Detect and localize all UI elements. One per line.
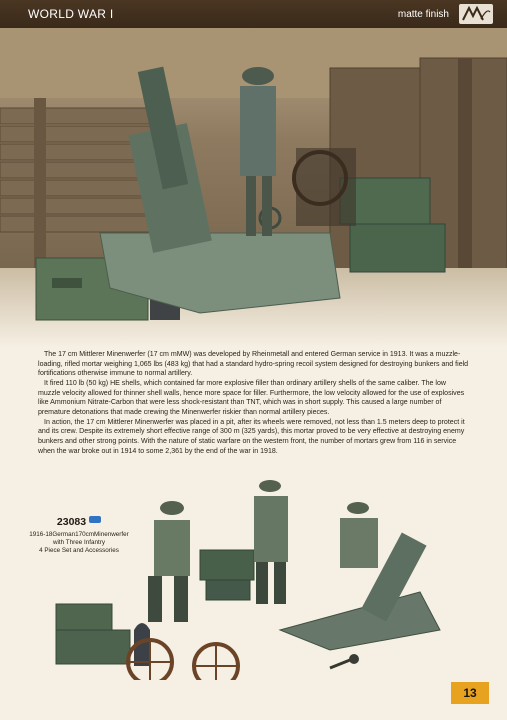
product-info	[14, 512, 144, 555]
article-paragraph: In action, the 17 cm Mittlerer Minenwerfer was placed in a pit, after its wheels were removed, not less than 1.5 meters deep to protect it and its crew. Despite its extremely short effective range of 300 m (325 yards), this mortar proved to be very effective at destroying enemy bunkers and other strong points. With the nature of static warfare on the western front, the number of mortars grew from 116 in service when the war broke out in 1914 to some 2,361 by the end of the war in 1918.	[38, 418, 465, 455]
article-paragraph: The 17 cm Mittlerer Minenwerfer (17 cm mMW) was developed by Rheinmetall and entered German service in 1913. It was a muzzle-loading, rifled mortar weighing 1,065 lbs (483 kg) that had a standard hydro-spring recoil system designed for destroying bunkers and field fortifications otherwise immune to normal artillery.	[38, 351, 469, 378]
product-photo	[20, 480, 450, 680]
diorama-photo	[0, 28, 507, 348]
page-number: 13	[451, 682, 489, 704]
product-contents: 4 Piece Set and Accessories	[39, 547, 119, 554]
product-code: 23083	[56, 516, 87, 528]
article-text	[38, 350, 470, 456]
brand-logo-icon	[459, 4, 493, 24]
product-title: 1916-18German170cmMinenwerfer	[29, 531, 129, 538]
new-badge-icon	[89, 516, 101, 523]
product-subtitle: with Three Infantry	[52, 539, 106, 546]
article-paragraph: It fired 110 lb (50 kg) HE shells, which contained far more explosive filler than ordinary artillery shells of the same caliber. The low muzzle velocity allowed for thinner shell walls, hence more space for filler. Furthermore, the low velocity allowed for the use of explosives like Ammonium Nitrate-Carbon that were less shock-resistant than TNT, which was in short supply. This caused a large number of premature detonations that made crewing the Minenwerfer riskier than normal artillery pieces.	[38, 379, 465, 416]
page-header	[0, 0, 507, 28]
section-title: WORLD WAR I	[28, 7, 114, 21]
finish-label: matte finish	[397, 9, 449, 20]
